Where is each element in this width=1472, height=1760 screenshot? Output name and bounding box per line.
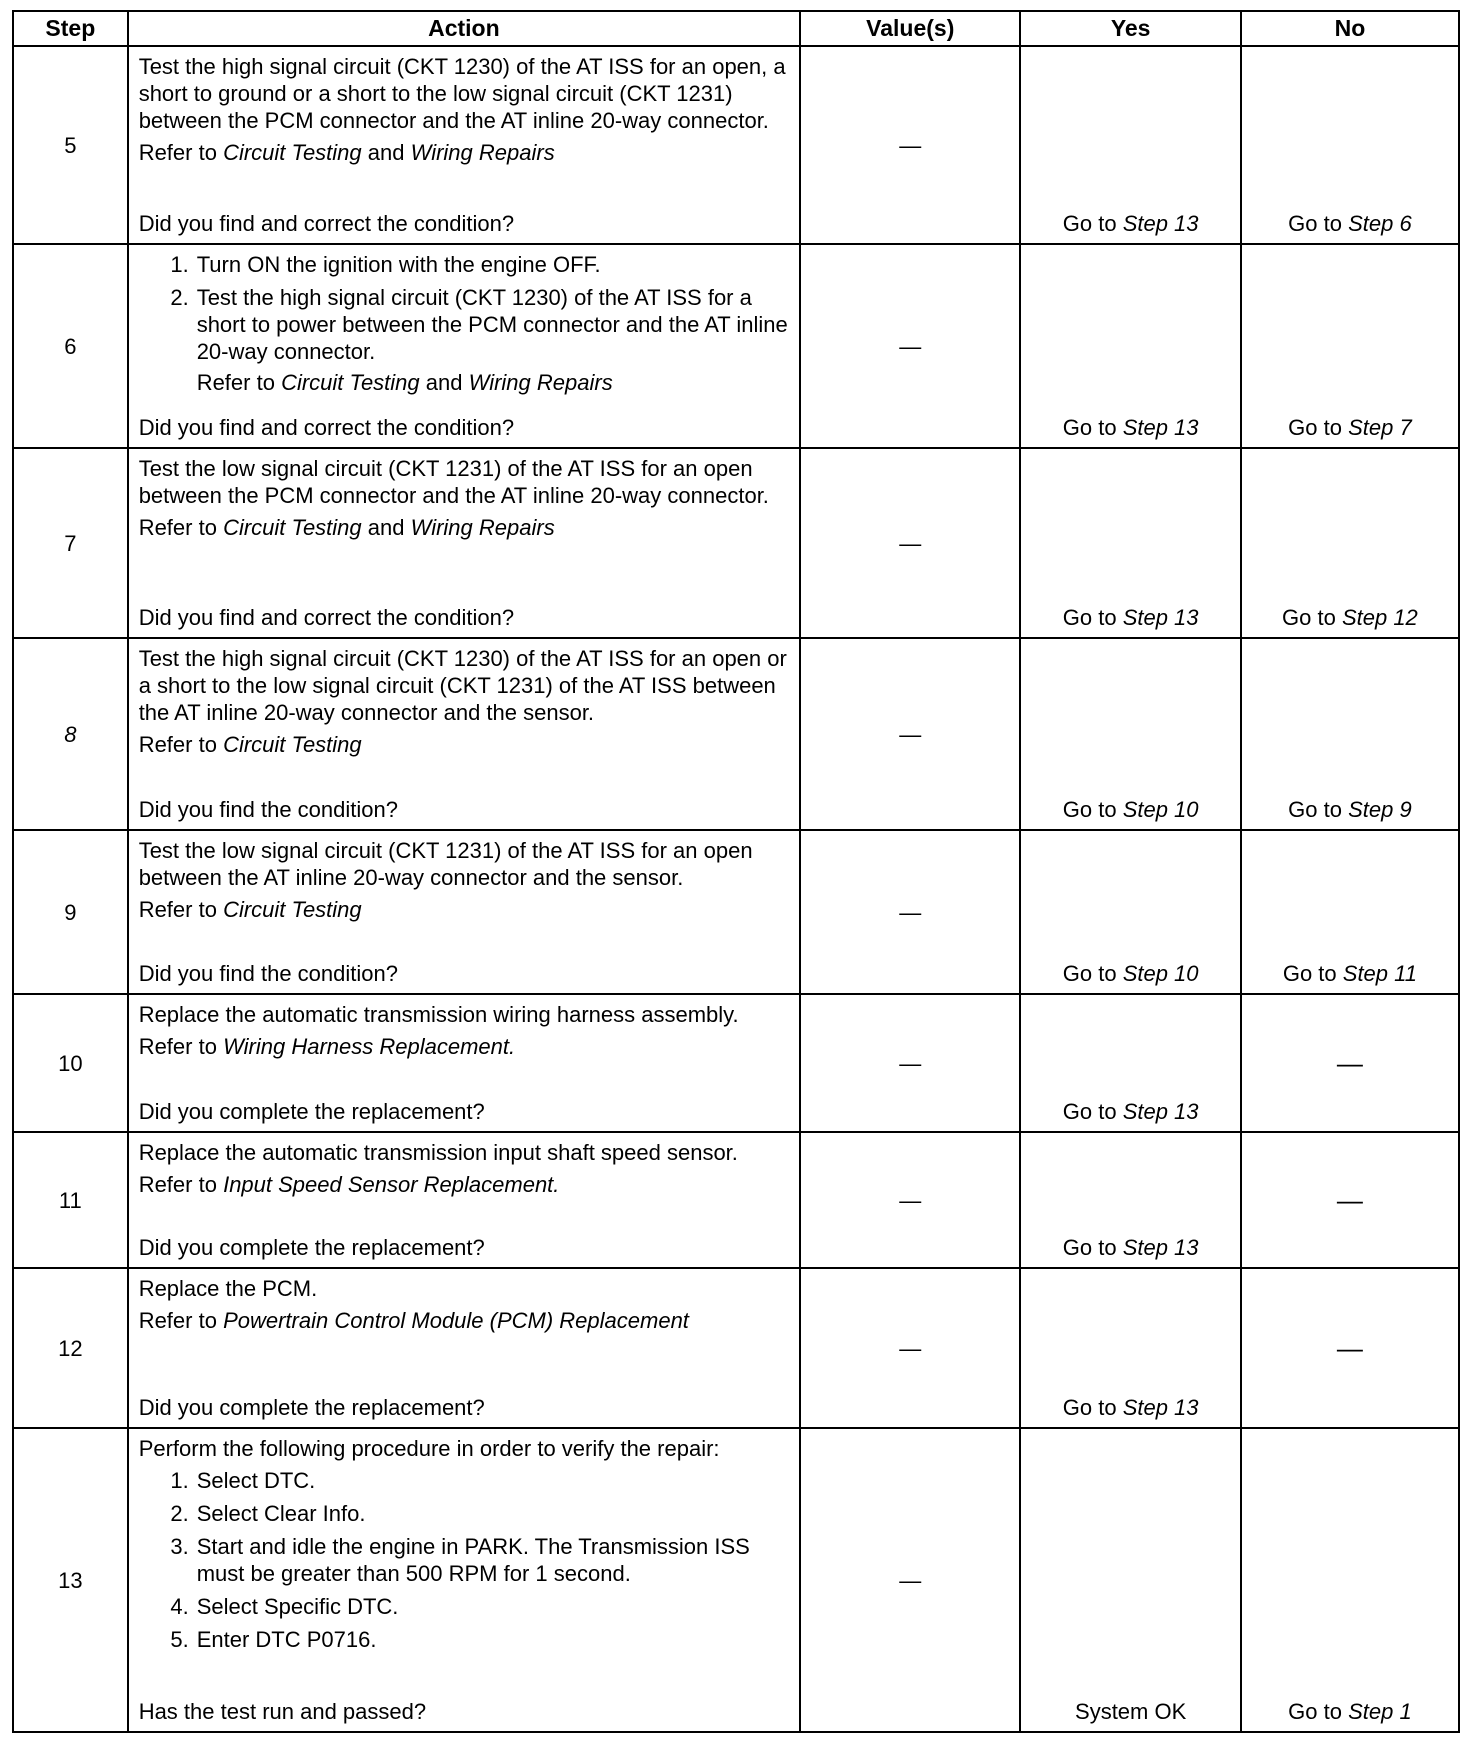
procedure-list xyxy=(139,1467,789,1653)
step-number: 7 xyxy=(64,530,77,556)
action-cell xyxy=(128,1428,800,1732)
step-cell xyxy=(13,448,128,638)
no-cell: — xyxy=(1241,1132,1459,1268)
yes-cell: Go to Step 10 xyxy=(1020,830,1240,994)
action-cell xyxy=(128,994,800,1132)
no-cell: Go to Step 9 xyxy=(1241,638,1459,830)
yes-cell: Go to Step 13 xyxy=(1020,994,1240,1132)
reference-link[interactable]: Input Speed Sensor Replacement. xyxy=(223,1172,560,1197)
header-yes: Yes xyxy=(1020,11,1240,46)
yes-cell: Go to Step 13 xyxy=(1020,1268,1240,1428)
no-cell: Go to Step 1 xyxy=(1241,1428,1459,1732)
list-item: 3. Start and idle the engine in PARK. The Transmission ISS must be greater than 500 RPM for 1 second. xyxy=(170,1534,750,1586)
reference-link[interactable]: Circuit Testing xyxy=(223,897,362,922)
table-row xyxy=(13,638,1459,830)
list-item: 1. Select DTC. xyxy=(170,1468,316,1493)
value-cell: — xyxy=(800,448,1020,638)
value-cell: — xyxy=(800,1428,1020,1732)
action-text: Replace the automatic transmission input shaft speed sensor. xyxy=(138,1140,738,1165)
action-cell xyxy=(128,1132,800,1268)
value-cell: — xyxy=(800,46,1020,244)
reference-link[interactable]: Wiring Repairs xyxy=(468,370,613,395)
list-item: 5. Enter DTC P0716. xyxy=(170,1627,377,1652)
reference-line: Refer to Powertrain Control Module (PCM) Replacement xyxy=(138,1308,689,1333)
reference-link[interactable]: Circuit Testing xyxy=(223,732,362,757)
action-text: Perform the following procedure in order to verify the repair: xyxy=(138,1436,720,1461)
step-link[interactable]: Step 10 xyxy=(1122,797,1199,822)
question-text: Did you complete the replacement? xyxy=(138,1235,485,1260)
yes-cell: Go to Step 13 xyxy=(1020,244,1240,448)
question-text: Has the test run and passed? xyxy=(138,1699,427,1724)
no-cell: — xyxy=(1241,994,1459,1132)
reference-line: Refer to Input Speed Sensor Replacement. xyxy=(138,1172,560,1197)
action-cell xyxy=(128,638,800,830)
table-row xyxy=(13,448,1459,638)
yes-cell: Go to Step 10 xyxy=(1020,638,1240,830)
table-row xyxy=(13,46,1459,244)
step-link[interactable]: Step 13 xyxy=(1122,415,1199,440)
step-cell xyxy=(13,638,128,830)
step-number: 12 xyxy=(58,1335,83,1361)
step-link[interactable]: Step 9 xyxy=(1348,797,1412,822)
reference-line: Refer to Wiring Harness Replacement. xyxy=(138,1034,516,1059)
step-link[interactable]: Step 10 xyxy=(1122,961,1199,986)
diagnostic-table xyxy=(12,10,1460,1733)
yes-cell: Go to Step 13 xyxy=(1020,46,1240,244)
no-cell: Go to Step 7 xyxy=(1241,244,1459,448)
table-row xyxy=(13,1132,1459,1268)
list-item: 2. Select Clear Info. xyxy=(170,1501,366,1526)
step-cell xyxy=(13,1132,128,1268)
yes-cell: System OK xyxy=(1020,1428,1240,1732)
reference-link[interactable]: Circuit Testing xyxy=(223,515,362,540)
header-row xyxy=(13,11,1459,46)
step-cell xyxy=(13,46,128,244)
reference-line: Refer to Circuit Testing and Wiring Repairs xyxy=(138,140,555,165)
step-link[interactable]: Step 6 xyxy=(1348,211,1412,236)
action-cell xyxy=(128,830,800,994)
reference-link[interactable]: Wiring Repairs xyxy=(410,140,555,165)
reference-link[interactable]: Wiring Repairs xyxy=(410,515,555,540)
step-number: 5 xyxy=(64,132,77,158)
reference-link[interactable]: Circuit Testing xyxy=(223,140,362,165)
step-cell xyxy=(13,994,128,1132)
step-number: 8 xyxy=(64,721,77,747)
step-cell xyxy=(13,830,128,994)
table-row xyxy=(13,994,1459,1132)
step-link[interactable]: Step 13 xyxy=(1122,1395,1199,1420)
step-number: 13 xyxy=(58,1567,83,1593)
question-text: Did you find and correct the condition? xyxy=(138,605,515,630)
question-text: Did you find and correct the condition? xyxy=(138,415,515,440)
step-link[interactable]: Step 13 xyxy=(1122,1235,1199,1260)
action-text: Replace the PCM. xyxy=(138,1276,318,1301)
reference-line: Refer to Circuit Testing xyxy=(138,897,362,922)
question-text: Did you complete the replacement? xyxy=(138,1099,485,1124)
action-cell xyxy=(128,1268,800,1428)
action-cell xyxy=(128,46,800,244)
table-row xyxy=(13,1428,1459,1732)
yes-cell: Go to Step 13 xyxy=(1020,448,1240,638)
action-text: Test the high signal circuit (CKT 1230) of the AT ISS for an open, a short to ground or a short to the low signal circuit (CKT 1231) between the PCM connector and the AT inline 20-way connector. xyxy=(138,54,786,133)
procedure-list xyxy=(139,251,789,396)
action-text: Test the high signal circuit (CKT 1230) of the AT ISS for an open or a short to the low signal circuit (CKT 1231) of the AT ISS between the AT inline 20-way connector and the sensor. xyxy=(138,646,787,725)
list-item: 4. Select Specific DTC. xyxy=(170,1594,399,1619)
step-link[interactable]: Step 7 xyxy=(1348,415,1412,440)
step-number: 10 xyxy=(58,1050,83,1076)
action-cell xyxy=(128,448,800,638)
step-link[interactable]: Step 13 xyxy=(1122,605,1199,630)
header-no: No xyxy=(1241,11,1459,46)
step-cell xyxy=(13,1428,128,1732)
value-cell: — xyxy=(800,1132,1020,1268)
step-link[interactable]: Step 11 xyxy=(1342,961,1417,986)
table-row xyxy=(13,830,1459,994)
reference-link[interactable]: Wiring Harness Replacement. xyxy=(223,1034,516,1059)
reference-line: Refer to Circuit Testing and Wiring Repairs xyxy=(196,370,613,395)
question-text: Did you find and correct the condition? xyxy=(138,211,515,236)
no-cell: Go to Step 11 xyxy=(1241,830,1459,994)
reference-link[interactable]: Powertrain Control Module (PCM) Replacement xyxy=(223,1308,689,1333)
table-row xyxy=(13,1268,1459,1428)
step-cell xyxy=(13,1268,128,1428)
question-text: Did you find the condition? xyxy=(138,797,398,822)
action-cell xyxy=(128,244,800,448)
no-cell: Go to Step 6 xyxy=(1241,46,1459,244)
question-text: Did you find the condition? xyxy=(138,961,398,986)
no-cell: Go to Step 12 xyxy=(1241,448,1459,638)
action-text: Replace the automatic transmission wiring harness assembly. xyxy=(138,1002,739,1027)
step-link[interactable]: Step 13 xyxy=(1122,211,1199,236)
value-cell: — xyxy=(800,1268,1020,1428)
action-text: Test the low signal circuit (CKT 1231) of the AT ISS for an open between the PCM connector and the AT inline 20-way connector. xyxy=(138,456,769,508)
value-cell: — xyxy=(800,994,1020,1132)
list-item: 1. Turn ON the ignition with the engine OFF. xyxy=(170,252,601,277)
reference-line: Refer to Circuit Testing and Wiring Repairs xyxy=(138,515,555,540)
value-cell: — xyxy=(800,638,1020,830)
reference-link[interactable]: Circuit Testing xyxy=(281,370,420,395)
header-action: Action xyxy=(128,11,800,46)
action-text: Test the low signal circuit (CKT 1231) of the AT ISS for an open between the AT inline 20-way connector and the sensor. xyxy=(138,838,753,890)
step-link[interactable]: Step 13 xyxy=(1122,1099,1199,1124)
step-link[interactable]: Step 12 xyxy=(1341,605,1418,630)
no-cell: — xyxy=(1241,1268,1459,1428)
header-values: Value(s) xyxy=(800,11,1020,46)
question-text: Did you complete the replacement? xyxy=(138,1395,485,1420)
header-step: Step xyxy=(13,11,128,46)
reference-line: Refer to Circuit Testing xyxy=(138,732,362,757)
list-item: 2. Test the high signal circuit (CKT 1230) of the AT ISS for a short to power between the PCM connector and the AT inline 20-way connector. Refer to Circuit Testing and Wiring Repairs xyxy=(170,285,788,395)
step-number: 9 xyxy=(64,899,77,925)
value-cell: — xyxy=(800,830,1020,994)
step-number: 11 xyxy=(58,1187,82,1213)
table-row xyxy=(13,244,1459,448)
step-number: 6 xyxy=(64,333,77,359)
step-link[interactable]: Step 1 xyxy=(1348,1699,1412,1724)
yes-cell: Go to Step 13 xyxy=(1020,1132,1240,1268)
value-cell: — xyxy=(800,244,1020,448)
step-cell xyxy=(13,244,128,448)
